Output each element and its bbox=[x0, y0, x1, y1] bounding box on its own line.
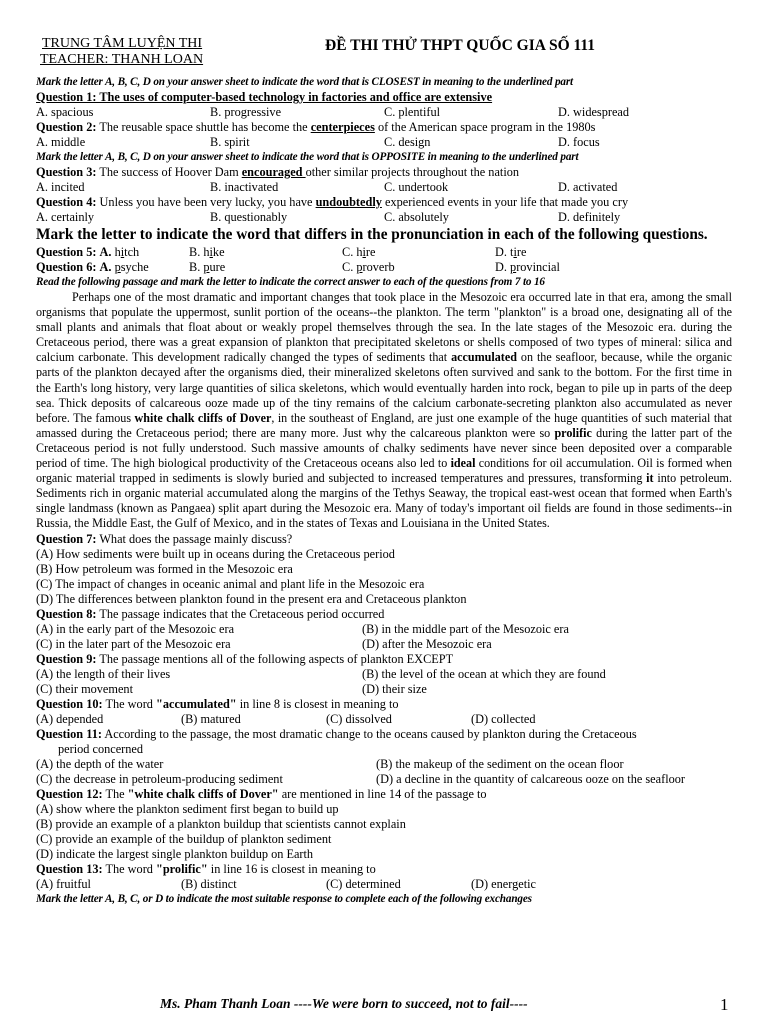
question-text: The passage mentions all of the following aspects of plankton EXCEPT bbox=[96, 651, 454, 666]
word-part: B. bbox=[189, 260, 204, 274]
question-text: Unless you have been very lucky, you have bbox=[96, 195, 316, 209]
question-text: The passage indicates that the Cretaceous period occurred bbox=[96, 606, 385, 621]
option-a[interactable]: A. middle bbox=[36, 135, 86, 149]
option-a[interactable]: (A) the depth of the water bbox=[36, 756, 164, 771]
highlighted-word: it bbox=[646, 471, 654, 486]
option-d[interactable]: D. focus bbox=[558, 135, 600, 149]
instruction-pronunciation: Mark the letter to indicate the word that differs in the pronunciation in each of the following questions. bbox=[36, 226, 708, 243]
option-b[interactable]: B. inactivated bbox=[210, 180, 279, 194]
option-d[interactable]: D. activated bbox=[558, 180, 618, 194]
question-text: The word bbox=[102, 696, 157, 711]
question-11-options bbox=[36, 757, 732, 772]
word-part: C. h bbox=[342, 245, 363, 259]
option-c[interactable]: C. absolutely bbox=[384, 210, 449, 224]
option-c[interactable]: (C) determined bbox=[326, 876, 401, 891]
option-a[interactable] bbox=[36, 245, 189, 260]
word-part: re bbox=[516, 245, 527, 259]
question-number: Question 3: bbox=[36, 165, 97, 179]
option-b[interactable] bbox=[189, 245, 342, 260]
option-c[interactable]: C. plentiful bbox=[384, 105, 441, 119]
instruction-opposite: Mark the letter A, B, C, D on your answer sheet to indicate the word that is OPPOSITE in meaning to the underlined part bbox=[36, 151, 579, 163]
question-text: The success of Hoover Dam bbox=[96, 165, 242, 179]
passage-text: during the latter part of the Cretaceous period is not fully understood. Such massive amounts of chalky sediments have never since been deposited over a comparable period of time. The high biological productivity of the Cretaceous oceans also led to bbox=[36, 425, 732, 471]
teacher-name: TEACHER: THANH LOAN bbox=[40, 52, 204, 67]
question-8-options bbox=[36, 637, 732, 652]
passage-text: Perhaps one of the most dramatic and important changes that took place in the Mesozoic era occurred late in that era, among the small organisms that populate the uppermost, sunlit portion of the oceans--the plankton. The term "plankton" is a broad one, designating all of the small plants and animals that float about or weakly propel themselves through the sea. In the late stages of the Mesozoic era. during the Cretaceous period, there was a great expansion of plankton that precipitated skeletons or shells composed of two types of mineral: silica and calcium carbonate. This development radically changed the types of sediments that bbox=[36, 290, 732, 365]
option-c[interactable]: C. undertook bbox=[384, 180, 449, 194]
question-text: experienced events in your life that made you cry bbox=[381, 195, 629, 209]
underlined-letter: i bbox=[209, 245, 213, 259]
exam-content bbox=[36, 75, 732, 907]
option-c[interactable]: (C) their movement bbox=[36, 681, 133, 696]
option-c[interactable]: (C) the decrease in petroleum-producing sediment bbox=[36, 771, 283, 786]
underlined-word: undoubtedly bbox=[315, 195, 382, 209]
quoted-word: "prolific" bbox=[156, 861, 208, 876]
option-b[interactable]: (B) How petroleum was formed in the Mesozoic era bbox=[36, 561, 293, 576]
option-d[interactable]: D. definitely bbox=[558, 210, 621, 224]
underlined-letter: i bbox=[513, 245, 517, 259]
option-b[interactable]: B. questionably bbox=[210, 210, 288, 224]
option-b[interactable]: B. progressive bbox=[210, 105, 282, 119]
question-text: The word bbox=[102, 861, 157, 876]
header-left bbox=[40, 36, 250, 68]
reading-passage bbox=[36, 290, 732, 532]
option-letter: A. bbox=[99, 245, 112, 259]
question-13 bbox=[36, 862, 732, 877]
underlined-letter: i bbox=[120, 245, 125, 259]
option-b[interactable]: (B) distinct bbox=[181, 876, 237, 891]
question-text: of the American space program in the 1980s bbox=[374, 120, 596, 134]
passage-text: conditions for oil accumulation. Oil is formed when organic material trapped in sediments is slowly buried and subjected to increased temperatures and pressures, transforming bbox=[36, 456, 732, 486]
question-number: Question 5: bbox=[36, 245, 97, 259]
question-number: Question 4: bbox=[36, 195, 97, 209]
question-11 bbox=[36, 727, 732, 742]
option-a[interactable]: (A) the length of their lives bbox=[36, 666, 171, 681]
underlined-letter: p bbox=[510, 260, 517, 274]
question-text: other similar projects throughout the nation bbox=[305, 165, 520, 179]
option-d[interactable]: (D) energetic bbox=[471, 876, 536, 891]
option-c[interactable]: C. design bbox=[384, 135, 431, 149]
option-d[interactable]: (D) a decline in the quantity of calcareous ooze on the seafloor bbox=[376, 771, 686, 786]
question-5 bbox=[36, 245, 732, 260]
word-part: B. h bbox=[189, 245, 210, 259]
option-c[interactable]: (C) in the later part of the Mesozoic era bbox=[36, 636, 231, 651]
highlighted-word: ideal bbox=[450, 456, 476, 471]
question-11-continued: period concerned bbox=[58, 741, 144, 756]
question-number: Question 9: bbox=[36, 651, 97, 666]
underlined-letter: p bbox=[203, 260, 210, 274]
option-a[interactable]: A. incited bbox=[36, 180, 85, 194]
question-2-options bbox=[36, 135, 732, 150]
option-d[interactable]: D. widespread bbox=[558, 105, 630, 119]
question-9 bbox=[36, 652, 732, 667]
question-text: The bbox=[102, 786, 128, 801]
option-c[interactable]: (C) dissolved bbox=[326, 711, 392, 726]
footer-motto: Ms. Pham Thanh Loan ----We were born to succeed, not to fail---- bbox=[160, 996, 528, 1011]
option-a[interactable] bbox=[36, 260, 189, 275]
option-b[interactable]: B. spirit bbox=[210, 135, 250, 149]
option-a[interactable]: (A) How sediments were built up in oceans during the Cretaceous period bbox=[36, 546, 395, 561]
instruction-passage: Read the following passage and mark the letter to indicate the correct answer to each of the questions from 7 to 16 bbox=[36, 276, 545, 288]
option-b[interactable]: (B) the makeup of the sediment on the ocean floor bbox=[376, 756, 624, 771]
option-b[interactable] bbox=[189, 260, 342, 275]
question-text: in line 8 is closest in meaning to bbox=[236, 696, 399, 711]
question-number: Question 12: bbox=[36, 786, 103, 801]
exam-title: ĐỀ THI THỬ THPT QUỐC GIA SỐ 111 bbox=[325, 37, 596, 54]
question-number: Question 2: bbox=[36, 120, 97, 134]
option-letter: A. bbox=[99, 260, 112, 274]
word-part: roverb bbox=[362, 260, 395, 274]
option-c[interactable] bbox=[342, 260, 495, 275]
underlined-word: centerpieces bbox=[310, 120, 375, 134]
question-number: Question 10: bbox=[36, 696, 103, 711]
option-d[interactable] bbox=[495, 245, 648, 260]
word-part: ke bbox=[212, 245, 225, 259]
question-7 bbox=[36, 532, 732, 547]
question-1-options bbox=[36, 105, 732, 120]
option-c[interactable]: (C) provide an example of the buildup of plankton sediment bbox=[36, 831, 332, 846]
word-part: D. t bbox=[495, 245, 514, 259]
center-name: TRUNG TÂM LUYỆN THI bbox=[42, 36, 203, 51]
passage-text: into petroleum. Sediments rich in organic material accumulated along the margins of the Tethys Seaway, the tropical east-west ocean that formed when Earth's single landmass (known as Pangaea) split apart during the Mesozoic era. Many of today's important oil fields are found in those sediments--in Russia, the Middle East, the Gulf of Mexico, and in the states of Texas and Louisiana in the United States. bbox=[36, 471, 732, 531]
question-text: According to the passage, the most dramatic change to the oceans caused by plankton during the Cretaceous bbox=[101, 726, 637, 741]
word-part: tch bbox=[124, 245, 140, 259]
question-3-options bbox=[36, 180, 732, 195]
question-9-options bbox=[36, 667, 732, 682]
option-b[interactable]: (B) in the middle part of the Mesozoic era bbox=[362, 621, 569, 636]
highlighted-word: white chalk cliffs of Dover bbox=[134, 410, 272, 425]
underlined-letter: i bbox=[362, 245, 366, 259]
word-part: syche bbox=[120, 260, 149, 274]
question-number: Question 13: bbox=[36, 861, 103, 876]
option-b[interactable]: (B) the level of the ocean at which they are found bbox=[362, 666, 606, 681]
question-11-options bbox=[36, 772, 732, 787]
word-part: re bbox=[365, 245, 376, 259]
question-10-options bbox=[36, 712, 732, 727]
option-d[interactable]: (D) indicate the largest single plankton buildup on Earth bbox=[36, 846, 314, 861]
underlined-word: encouraged bbox=[241, 165, 306, 179]
instruction-closest: Mark the letter A, B, C, D on your answer sheet to indicate the word that is CLOSEST in meaning to the underlined part bbox=[36, 76, 573, 88]
option-a[interactable]: (A) depended bbox=[36, 711, 104, 726]
question-8 bbox=[36, 607, 732, 622]
option-b[interactable]: (B) provide an example of a plankton buildup that scientists cannot explain bbox=[36, 816, 406, 831]
instruction-exchanges: Mark the letter A, B, C, or D to indicate the most suitable response to complete each of the following exchanges bbox=[36, 892, 532, 905]
highlighted-word: accumulated bbox=[451, 350, 517, 365]
question-4 bbox=[36, 195, 732, 210]
question-2 bbox=[36, 120, 732, 135]
question-text: in line 16 is closest in meaning to bbox=[207, 861, 376, 876]
highlighted-word: prolific bbox=[554, 425, 592, 440]
question-text: The reusable space shuttle has become the bbox=[96, 120, 311, 134]
option-c[interactable] bbox=[342, 245, 495, 260]
question-10 bbox=[36, 697, 732, 712]
word-part: ure bbox=[209, 260, 226, 274]
option-d[interactable]: (D) their size bbox=[362, 681, 427, 696]
option-a[interactable]: (A) fruitful bbox=[36, 876, 91, 891]
question-12 bbox=[36, 787, 732, 802]
word-part: C. bbox=[342, 260, 357, 274]
word-part: D. bbox=[495, 260, 511, 274]
question-number: Question 6: bbox=[36, 260, 97, 274]
question-1: Question 1: The uses of computer-based technology in factories and office are extensive bbox=[36, 90, 493, 104]
option-a[interactable]: A. spacious bbox=[36, 105, 94, 119]
option-a[interactable]: (A) in the early part of the Mesozoic era bbox=[36, 621, 235, 636]
question-3 bbox=[36, 165, 732, 180]
question-8-options bbox=[36, 622, 732, 637]
question-4-options bbox=[36, 210, 732, 225]
option-a[interactable]: A. certainly bbox=[36, 210, 95, 224]
question-number: Question 8: bbox=[36, 606, 97, 621]
option-d[interactable]: (D) collected bbox=[471, 711, 536, 726]
underlined-letter: p bbox=[114, 260, 121, 274]
option-b[interactable]: (B) matured bbox=[181, 711, 241, 726]
passage-text: on the seafloor, because, while the organic parts of the plankton decayed after the organisms died, their mineralized skeletons often survived and sank to the bottom. For the first time in the Earth's long history, very large quantities of silica skeletons, which would eventually harden into rock, began to pile up in parts of the deep sea. Thick deposits of calcareous ooze made up of the tiny remains of the calcium carbonate-secreting plankton also accumulated as never before. The famous bbox=[36, 350, 732, 425]
passage-text: , in the southeast of England, are just one example of the huge quantities of such material that amassed during the Cretaceous period; there are many more. Just why the calcareous plankton were so bbox=[36, 410, 732, 440]
question-9-options bbox=[36, 682, 732, 697]
question-number: Question 11: bbox=[36, 726, 102, 741]
quoted-word: "accumulated" bbox=[156, 696, 237, 711]
word-part: rovincial bbox=[516, 260, 560, 274]
option-d[interactable]: (D) after the Mesozoic era bbox=[362, 636, 492, 651]
underlined-letter: p bbox=[356, 260, 363, 274]
option-d[interactable]: (D) The differences between plankton found in the present era and Cretaceous plankton bbox=[36, 591, 467, 606]
question-13-options bbox=[36, 877, 732, 892]
quoted-phrase: "white chalk cliffs of Dover" bbox=[127, 786, 279, 801]
option-d[interactable] bbox=[495, 260, 648, 275]
question-text: are mentioned in line 14 of the passage to bbox=[278, 786, 487, 801]
question-6 bbox=[36, 260, 732, 275]
option-c[interactable]: (C) The impact of changes in oceanic animal and plant life in the Mesozoic era bbox=[36, 576, 425, 591]
page-number: 1 bbox=[720, 995, 729, 1014]
option-a[interactable]: (A) show where the plankton sediment first began to build up bbox=[36, 801, 339, 816]
word-part: h bbox=[114, 245, 121, 259]
question-number: Question 7: bbox=[36, 531, 97, 546]
question-text: What does the passage mainly discuss? bbox=[96, 531, 293, 546]
